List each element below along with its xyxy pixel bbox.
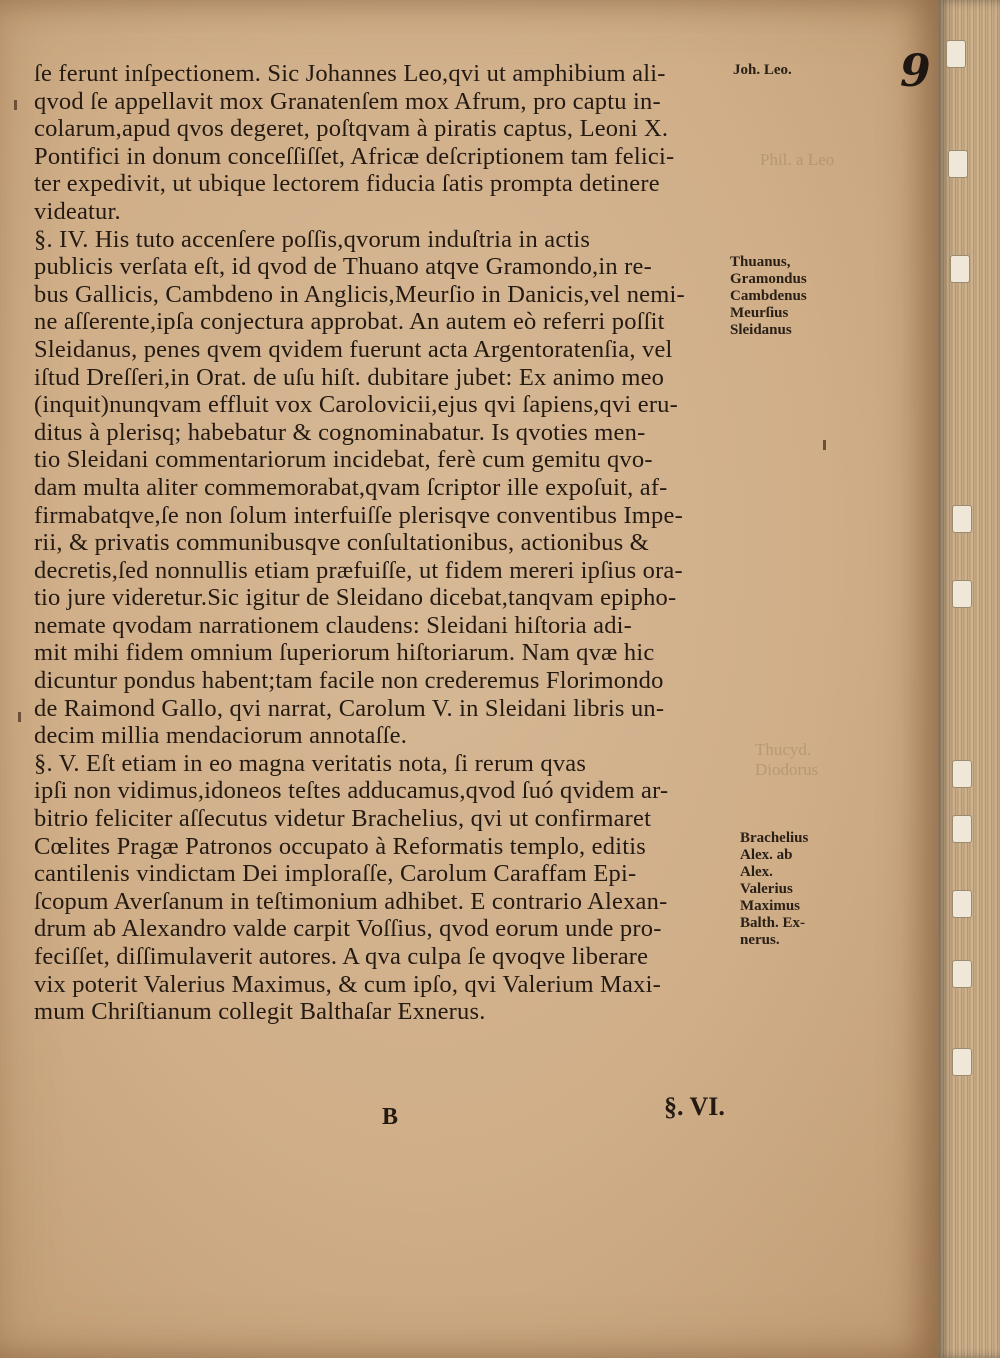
text-line: iſtud Dreſſeri,in Orat. de uſu hiſt. dubitare jubet: Ex animo meo (34, 363, 665, 391)
marginal-note-line: Valerius (740, 881, 793, 897)
text-line: firmabatqve,ſe non ſolum interfuiſſe plerisqve conventibus Impe- (34, 501, 683, 529)
text-line: feciſſet, diſſimulaverit autores. A qva culpa ſe qvoqve liberare (34, 943, 649, 970)
text-line: nemate qvodam narrationem claudens: Sleidani hiſtoria adi- (34, 611, 633, 639)
marginal-note-line: Sleidanus (730, 322, 792, 338)
text-line: decretis,ſed nonnullis etiam præfuiſſe, ut fidem mereri ipſius ora- (34, 556, 683, 584)
marginal-note-line: Gramondus (730, 271, 807, 287)
text-line: mit mihi fidem omnium ſuperiorum hiſtoriarum. Nam qvæ hic (34, 639, 655, 667)
text-line: ipſi non vidimus,idoneos teſtes adducamus,qvod ſuó qvidem ar- (34, 777, 669, 805)
body-text (34, 60, 734, 1026)
text-line: mum Chriſtianum collegit Balthaſar Exnerus. (34, 998, 486, 1026)
text-line: ſe ferunt inſpectionem. Sic Johannes Leo,qvi ut amphibium ali- (34, 60, 666, 87)
text-line: Cœlites Pragæ Patronos occupato à Reformatis templo, editis (34, 832, 646, 860)
page-number: 9 (900, 46, 931, 97)
page-tab (952, 760, 972, 788)
marginal-note-line: Joh. Leo. (733, 62, 792, 78)
text-line: Pontifici in donum conceſſiſſet, Africæ deſcriptionem tam felici- (34, 142, 675, 170)
text-line: de Raimond Gallo, qvi narrat, Carolum V. in Sleidani libris un- (34, 694, 665, 722)
text-line: drum ab Alexandro valde carpit Voſſius, qvod eorum unde pro- (34, 915, 662, 943)
text-line: Sleidanus, penes qvem qvidem fuerunt acta Argentoratenſia, vel (34, 335, 673, 363)
text-line: decim millia mendaciorum annotaſſe. (34, 722, 408, 750)
text-line: colarum,apud qvos degeret, poſtqvam à piratis captus, Leoni X. (34, 115, 669, 143)
marginal-note-historians (730, 254, 807, 339)
text-line: publicis verſata eſt, id qvod de Thuano atqve Gramondo,in re- (34, 253, 652, 281)
text-line: §. V. Eſt etiam in eo magna veritatis nota, ſi rerum qvas (34, 749, 587, 777)
signature-mark: B (382, 1104, 399, 1130)
text-line: rii, & privatis communibusqve conſultationibus, actionibus & (34, 529, 649, 557)
page-tab (952, 890, 972, 918)
marginal-note-line: Meurſius (730, 305, 789, 321)
text-line: ter expedivit, ut ubique lectorem fiducia ſatis prompta detinere (34, 170, 660, 198)
page-tab (952, 505, 972, 533)
marginal-note-line: nerus. (740, 932, 780, 948)
page-tab (952, 815, 972, 843)
marginal-note-line: Cambdenus (730, 288, 807, 304)
text-line: videatur. (34, 197, 121, 225)
page-tab (946, 40, 966, 68)
text-line: bus Gallicis, Cambdeno in Anglicis,Meurſio in Danicis,vel nemi- (34, 280, 685, 308)
text-line: dicuntur pondus habent;tam facile non crederemus Florimondo (34, 667, 664, 695)
text-line: dam multa aliter commemorabat,qvam ſcriptor ille expoſuit, af- (34, 473, 668, 501)
page-tab (952, 580, 972, 608)
marginal-note-leo (733, 62, 792, 79)
text-line: (inquit)nunqvam effluit vox Carolovicii,ejus qvi ſapiens,qvi eru- (34, 391, 678, 419)
marginal-note-line: Thuanus, (730, 254, 791, 270)
page-tab (952, 960, 972, 988)
book-page-edges (938, 0, 1000, 1358)
text-line: qvod ſe appellavit mox Granatenſem mox Afrum, pro captu in- (34, 87, 661, 115)
show-through-text-2: Thucyd. (755, 740, 812, 759)
margin-tick (14, 100, 17, 110)
marginal-note-line: Alex. ab (740, 847, 793, 863)
text-line: bitrio feliciter aſſecutus videtur Brachelius, qvi ut confirmaret (34, 805, 652, 833)
text-line: tio jure videretur.Sic igitur de Sleidano dicebat,tanqvam epipho- (34, 584, 677, 612)
marginal-note-line: Brachelius (740, 830, 809, 846)
page-tab (950, 255, 970, 283)
show-through-text-3: Diodorus (755, 760, 819, 779)
text-line: tio Sleidani commentariorum incidebat, ferè cum gemitu qvo- (34, 446, 653, 474)
text-line: §. IV. His tuto accenſere poſſis,qvorum induſtria in actis (34, 225, 591, 253)
text-line: ne aſſerente,ipſa conjectura approbat. An autem eò referri poſſit (34, 308, 665, 336)
page-tab (948, 150, 968, 178)
text-line: vix poterit Valerius Maximus, & cum ipſo, qvi Valerium Maxi- (34, 970, 661, 998)
page-tab (952, 1048, 972, 1076)
text-line: ditus à plerisq; habebatur & cognominabatur. Is qvoties men- (34, 418, 646, 446)
margin-tick (18, 712, 21, 722)
marginal-note-line: Maximus (740, 898, 800, 914)
catchword: §. VI. (664, 1092, 725, 1121)
marginal-note-line: Balth. Ex- (740, 915, 806, 931)
show-through-text-1: Phil. a Leo (760, 150, 835, 169)
margin-tick (823, 440, 826, 450)
text-line: ſcopum Averſanum in teſtimonium adhibet. E contrario Alexan- (34, 887, 668, 915)
marginal-note-line: Alex. (740, 864, 773, 880)
text-line: cantilenis vindictam Dei imploraſſe, Carolum Caraffam Epi- (34, 860, 637, 888)
marginal-note-witnesses (740, 830, 808, 949)
